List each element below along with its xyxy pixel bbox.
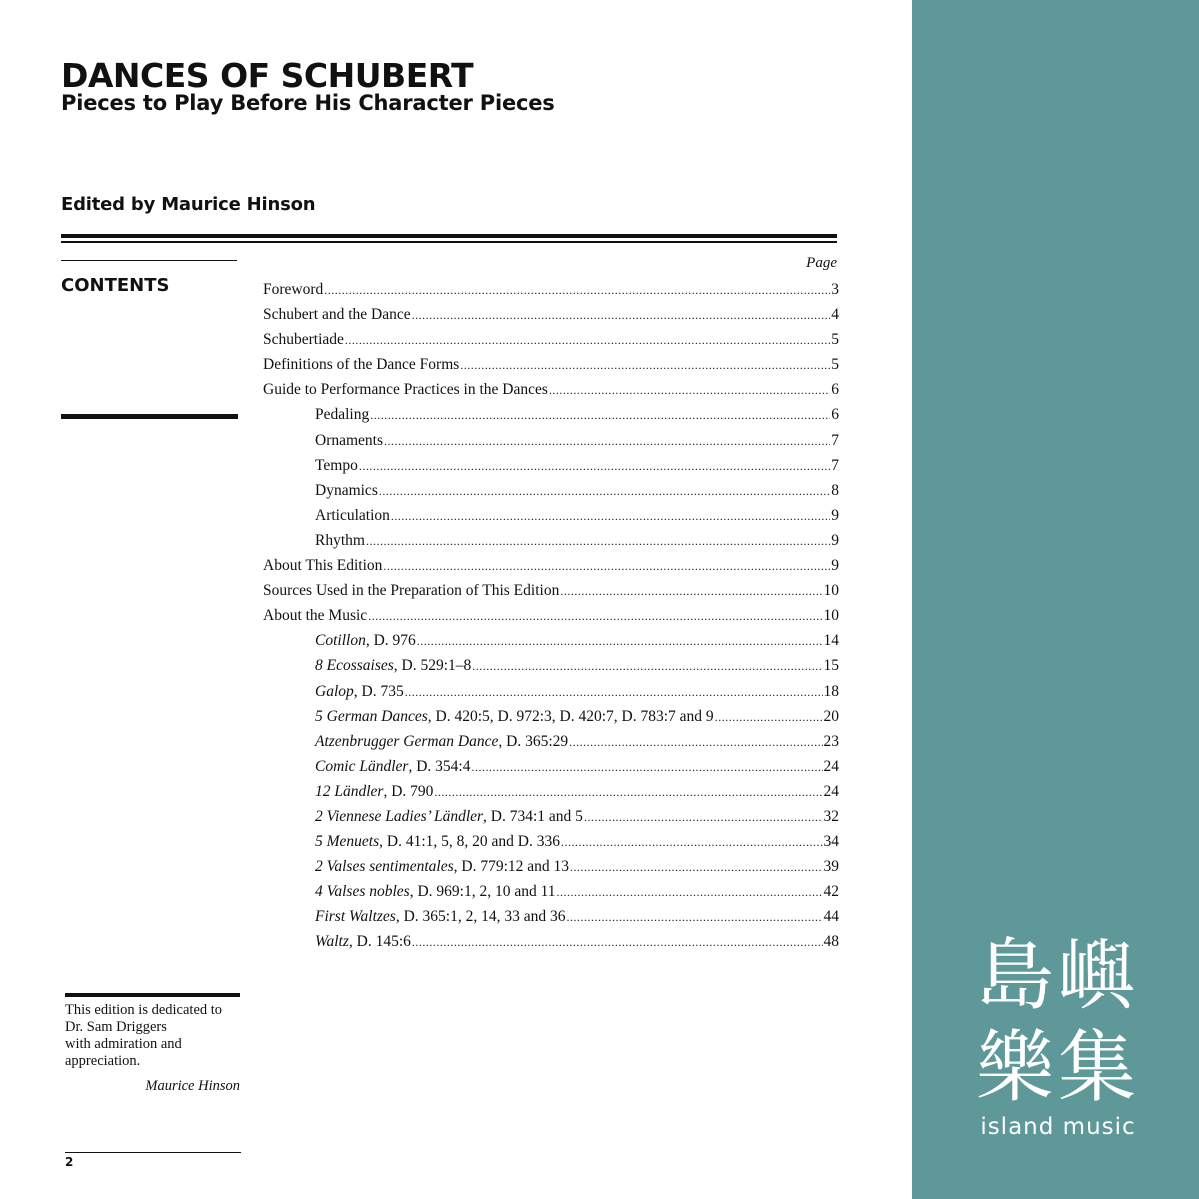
toc-entry-text: Schubertiade xyxy=(263,331,344,349)
dedication-line: appreciation. xyxy=(65,1053,141,1069)
dot-leader xyxy=(569,733,822,751)
toc-entry-page: 8 xyxy=(831,481,839,499)
dot-leader xyxy=(391,507,830,525)
dot-leader xyxy=(560,582,822,600)
toc-entry xyxy=(263,331,839,356)
toc-entry-text: , D. 969:1, 2, 10 and 11 xyxy=(409,883,556,901)
page-number: 2 xyxy=(65,1155,74,1169)
toc-entry-title xyxy=(315,457,358,475)
toc-entry-page: 34 xyxy=(823,833,839,851)
toc-entry-text: Tempo xyxy=(315,456,358,474)
toc-entry-text: , D. 976 xyxy=(365,632,416,650)
toc-entry-text: Foreword xyxy=(263,281,324,298)
toc-entry-work-title: 5 German Dances xyxy=(315,707,428,725)
toc-entry-work-title: 5 Menuets xyxy=(315,833,380,851)
toc-entry xyxy=(263,306,839,331)
toc-entry-title xyxy=(315,507,390,525)
toc-entry-title xyxy=(315,858,569,876)
toc-entry-page: 9 xyxy=(831,531,839,549)
toc-entry-text: Ornaments xyxy=(315,431,384,449)
contents-heading: CONTENTS xyxy=(61,275,170,296)
dot-leader xyxy=(405,683,823,701)
toc-entry-page: 10 xyxy=(823,607,839,625)
toc-entry-work-title: Cotillon xyxy=(315,632,366,650)
toc-entry-page: 3 xyxy=(831,281,839,298)
toc-entry-page: 5 xyxy=(831,356,839,374)
toc-entry-title xyxy=(263,331,344,349)
toc-entry-page: 24 xyxy=(823,757,839,775)
logo-english: island music xyxy=(980,1114,1136,1140)
dot-leader xyxy=(715,708,823,726)
toc-entry-page: 15 xyxy=(823,657,839,675)
dot-leader xyxy=(359,457,830,475)
toc-entry-text: , D. 365:29 xyxy=(498,732,569,750)
toc-entry xyxy=(263,657,839,682)
toc-entry xyxy=(263,933,839,958)
toc-entry-page: 10 xyxy=(823,582,839,600)
toc-entry-text: About This Edition xyxy=(263,557,383,575)
toc-entry xyxy=(263,883,839,908)
toc-entry-page: 14 xyxy=(823,632,839,650)
toc-entry-text: , D. 735 xyxy=(353,682,404,700)
dot-leader xyxy=(417,632,823,650)
toc-entry-page: 20 xyxy=(823,707,839,725)
dot-leader xyxy=(584,808,823,826)
toc-entry-work-title: Waltz xyxy=(315,933,349,951)
toc-entry-text: About the Music xyxy=(263,607,368,625)
toc-entry xyxy=(263,733,839,758)
toc-entry xyxy=(263,858,839,883)
toc-entry xyxy=(263,708,839,733)
contents-top-rule xyxy=(61,260,237,261)
dot-leader xyxy=(570,858,822,876)
toc-entry-text: Pedaling xyxy=(315,406,370,424)
toc-entry-text: , D. 41:1, 5, 8, 20 and D. 336 xyxy=(379,833,560,851)
toc-entry-text: Schubert and the Dance xyxy=(263,306,411,324)
toc-entry-title xyxy=(263,306,411,324)
toc-entry-page: 7 xyxy=(831,431,839,449)
toc-entry-page: 4 xyxy=(831,306,839,324)
toc-entry-title xyxy=(315,908,565,926)
dot-leader xyxy=(472,657,822,675)
dot-leader xyxy=(471,758,822,776)
toc-entry-text: , D. 790 xyxy=(383,782,434,800)
toc-entry-title xyxy=(315,733,568,751)
dot-leader xyxy=(434,783,822,801)
toc-entry xyxy=(263,457,839,482)
toc-entry-text: Articulation xyxy=(315,506,390,524)
dot-leader xyxy=(561,833,823,851)
toc-entry xyxy=(263,432,839,457)
toc-entry-page: 9 xyxy=(831,506,839,524)
toc-entry-page: 32 xyxy=(823,807,839,825)
dot-leader xyxy=(412,933,823,951)
toc-entry-work-title: Atzenbrugger German Dance xyxy=(315,732,499,750)
toc-entry-work-title: 2 Valses sentimentales xyxy=(315,858,454,876)
toc-entry-text: , D. 420:5, D. 972:3, D. 420:7, D. 783:7 and 9 xyxy=(427,707,714,725)
toc-entry-page: 23 xyxy=(823,732,839,750)
dot-leader xyxy=(366,532,830,550)
toc-entry xyxy=(263,808,839,833)
toc-entry-page: 7 xyxy=(831,456,839,474)
toc-entry xyxy=(263,908,839,933)
toc-entry xyxy=(263,833,839,858)
dot-leader xyxy=(384,432,830,450)
toc-entry xyxy=(263,683,839,708)
toc-entry-page: 6 xyxy=(831,406,839,424)
toc-entry-title xyxy=(315,406,369,424)
dedication xyxy=(65,1002,240,1095)
dot-leader xyxy=(566,908,822,926)
toc-entry-page: 48 xyxy=(823,933,839,951)
book-title: DANCES OF SCHUBERT xyxy=(61,56,474,95)
toc-entry-page: 6 xyxy=(831,381,839,399)
toc-entry xyxy=(263,356,839,381)
toc-entry-title xyxy=(315,883,556,901)
toc-entry-page: 44 xyxy=(823,908,839,926)
dedication-line: This edition is dedicated to xyxy=(65,1002,223,1018)
dot-leader xyxy=(345,331,830,349)
toc-entry xyxy=(263,507,839,532)
dot-leader xyxy=(412,306,831,324)
toc-entry-page: 18 xyxy=(823,682,839,700)
dot-leader xyxy=(324,281,830,299)
toc-entry-work-title: 12 Ländler xyxy=(315,782,384,800)
folio-rule xyxy=(65,1152,241,1153)
toc-entry-title xyxy=(315,808,583,826)
toc-entry-text: , D. 779:12 and 13 xyxy=(453,858,570,876)
toc-entry xyxy=(263,532,839,557)
toc-entry-text: Dynamics xyxy=(315,481,378,499)
header-rule-thin xyxy=(61,241,837,243)
toc-entry xyxy=(263,557,839,582)
toc-entry-text: , D. 365:1, 2, 14, 33 and 36 xyxy=(395,908,566,926)
dot-leader xyxy=(368,607,822,625)
island-music-logo xyxy=(968,930,1148,1140)
dot-leader xyxy=(549,381,830,399)
toc-entry xyxy=(263,281,839,306)
editor-credit: Edited by Maurice Hinson xyxy=(61,194,316,215)
toc-entry xyxy=(263,632,839,657)
toc-entry-work-title: Comic Ländler xyxy=(315,757,409,775)
logo-cjk-line-2: 樂集 xyxy=(975,1023,1140,1113)
dedication-signature: Maurice Hinson xyxy=(145,1078,240,1094)
toc-entry-work-title: Galop xyxy=(315,682,354,700)
dot-leader xyxy=(370,406,830,424)
toc-entry-title xyxy=(263,356,459,374)
toc-entry xyxy=(263,607,839,632)
toc-entry-page: 9 xyxy=(831,557,839,575)
toc-entry xyxy=(263,758,839,783)
logo-cjk-line-1: 島嶼 xyxy=(975,931,1140,1021)
toc-entry-title xyxy=(263,557,382,575)
toc-entry-title xyxy=(315,758,470,776)
toc-entry-text: , D. 354:4 xyxy=(408,757,471,775)
page-column-heading: Page xyxy=(806,255,837,271)
header-rule-thick xyxy=(61,234,837,238)
dedication-line: Dr. Sam Driggers xyxy=(65,1019,167,1035)
toc-entry-title xyxy=(315,783,433,801)
toc-entry-title xyxy=(315,482,378,500)
toc-entry-page: 24 xyxy=(823,782,839,800)
toc-entry-title xyxy=(315,532,365,550)
toc-entry-text: , D. 734:1 and 5 xyxy=(483,807,583,825)
table-of-contents xyxy=(263,281,839,959)
toc-entry-page: 39 xyxy=(823,858,839,876)
toc-entry xyxy=(263,406,839,431)
toc-entry-title xyxy=(315,933,411,951)
toc-entry-text: Sources Used in the Preparation of This Edition xyxy=(263,582,560,600)
dot-leader xyxy=(460,356,830,374)
toc-entry-work-title: 4 Valses nobles xyxy=(315,883,410,901)
toc-entry-title xyxy=(315,683,404,701)
toc-entry-title xyxy=(315,657,471,675)
toc-entry-work-title: First Waltzes xyxy=(315,908,396,926)
toc-entry-title xyxy=(263,607,367,625)
toc-entry xyxy=(263,482,839,507)
toc-entry-title xyxy=(263,582,559,600)
toc-entry-title xyxy=(315,708,714,726)
dedication-line: with admiration and xyxy=(65,1036,182,1052)
toc-entry-page: 5 xyxy=(831,331,839,349)
dedication-rule xyxy=(65,993,240,997)
toc-entry-page: 42 xyxy=(823,883,839,901)
toc-entry-title xyxy=(263,281,323,299)
toc-entry xyxy=(263,582,839,607)
contents-bottom-rule xyxy=(61,414,238,419)
toc-entry-title xyxy=(315,632,416,650)
dot-leader xyxy=(383,557,830,575)
toc-entry xyxy=(263,381,839,406)
toc-entry-work-title: 8 Ecossaises xyxy=(315,657,394,675)
dot-leader xyxy=(557,883,823,901)
toc-entry-work-title: 2 Viennese Ladies’ Ländler xyxy=(315,807,484,825)
toc-entry-text: , D. 145:6 xyxy=(348,933,411,951)
toc-entry-text: , D. 529:1–8 xyxy=(393,657,472,675)
toc-entry-title xyxy=(263,381,548,399)
toc-entry-title xyxy=(315,432,383,450)
toc-entry xyxy=(263,783,839,808)
book-subtitle: Pieces to Play Before His Character Pieces xyxy=(61,91,555,115)
toc-entry-text: Guide to Performance Practices in the Dances xyxy=(263,381,548,399)
toc-entry-title xyxy=(315,833,560,851)
toc-entry-text: Definitions of the Dance Forms xyxy=(263,356,460,374)
dot-leader xyxy=(379,482,830,500)
toc-entry-text: Rhythm xyxy=(315,531,365,549)
